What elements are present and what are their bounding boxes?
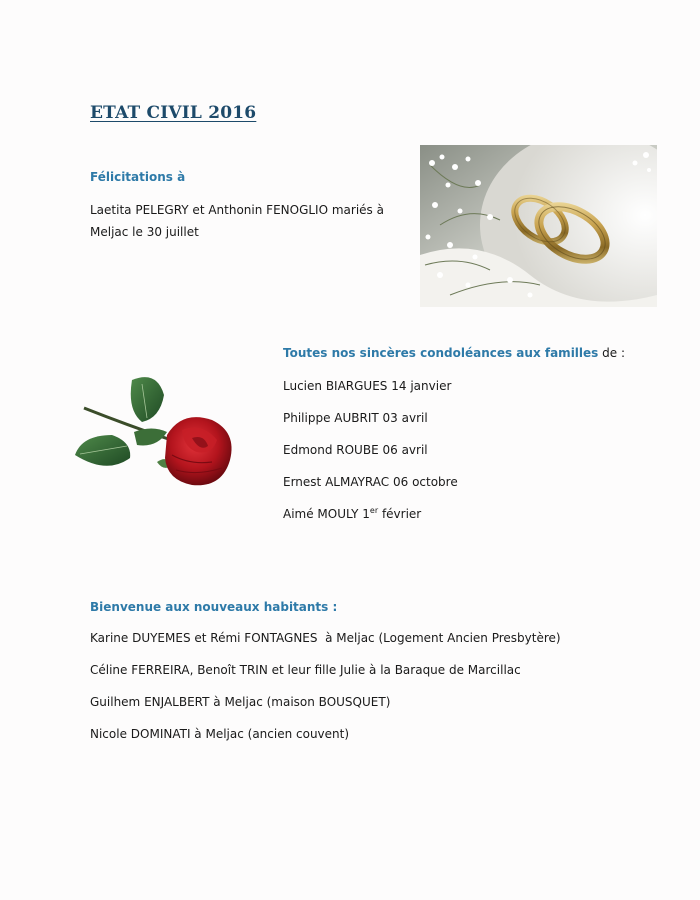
- newcomers-heading: Bienvenue aux nouveaux habitants :: [90, 600, 338, 614]
- condolences-heading-tail: de :: [598, 346, 625, 360]
- list-item: Aimé MOULY 1er février: [283, 506, 422, 521]
- condolences-heading-main: Toutes nos sincères condoléances aux familles: [283, 346, 599, 360]
- list-item: Ernest ALMAYRAC 06 octobre: [283, 475, 458, 489]
- weddings-heading: Félicitations à: [90, 170, 186, 184]
- list-item: Nicole DOMINATI à Meljac (ancien couvent): [90, 727, 350, 741]
- condolences-list: [283, 376, 458, 536]
- wedding-announcement: Laetita PELEGRY et Anthonin FENOGLIO mariés à Meljac le 30 juillet: [90, 203, 384, 239]
- condolences-heading: [283, 346, 625, 360]
- red-rose-illustration: [72, 370, 242, 495]
- list-item: Céline FERREIRA, Benoît TRIN et leur fille Julie à la Baraque de Marcillac: [90, 663, 521, 677]
- page-title: ETAT CIVIL 2016: [90, 103, 257, 123]
- list-item: Guilhem ENJALBERT à Meljac (maison BOUSQUET): [90, 695, 391, 709]
- wedding-rings-photo: [420, 145, 657, 307]
- newcomers-list: [90, 628, 561, 756]
- list-item: Edmond ROUBE 06 avril: [283, 443, 428, 457]
- list-item: Philippe AUBRIT 03 avril: [283, 411, 428, 425]
- list-item: Lucien BIARGUES 14 janvier: [283, 379, 452, 393]
- list-item: Karine DUYEMES et Rémi FONTAGNES à Meljac (Logement Ancien Presbytère): [90, 631, 561, 645]
